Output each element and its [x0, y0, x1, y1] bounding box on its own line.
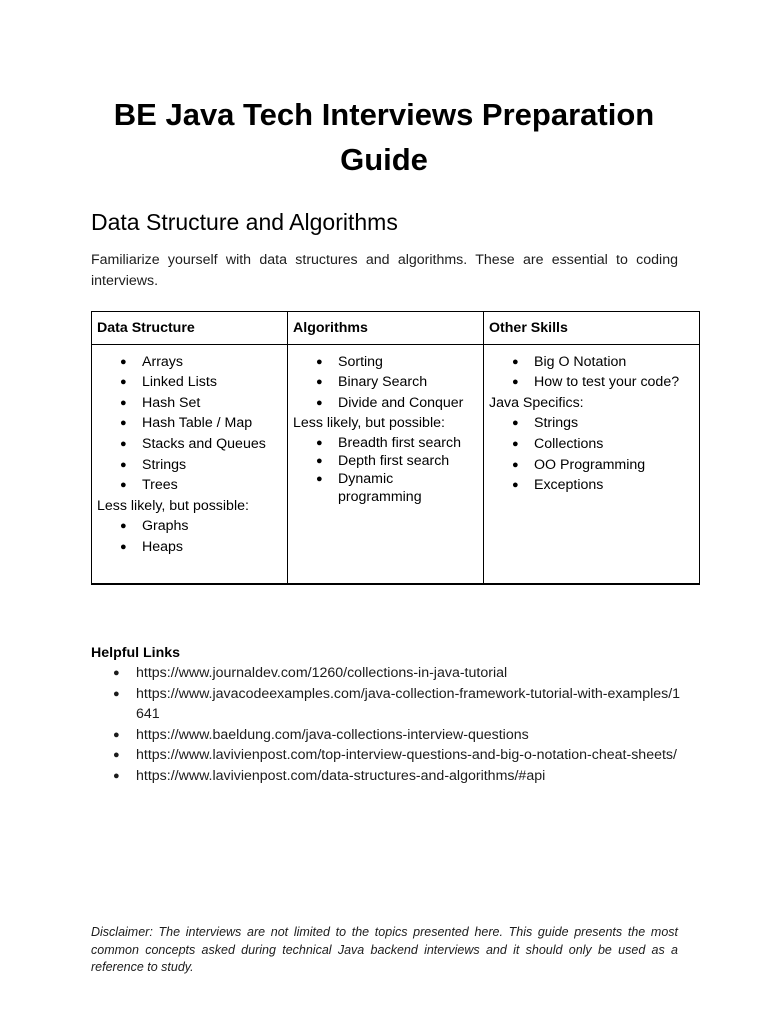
intro-paragraph: Familiarize yourself with data structures and algorithms. These are essential to coding interviews. [91, 252, 678, 289]
less-likely-label: Less likely, but possible: [293, 415, 445, 432]
helpful-links-heading: Helpful Links [91, 645, 181, 661]
list-item: ● Hash Table / Map [97, 413, 282, 434]
list-item: ● How to test your code? [489, 372, 694, 393]
link-item[interactable]: ● https://www.javacodeexamples.com/java-collection-framework-tutorial-with-examples/1641 [91, 684, 681, 725]
table-body-row [92, 344, 700, 584]
java-specifics-list [489, 413, 694, 495]
less-likely-label: Less likely, but possible: [97, 497, 249, 514]
list-item: ● OO Programming [489, 455, 694, 476]
list-item: ● Heaps [97, 537, 282, 558]
list-item: ● Strings [97, 455, 282, 476]
section-heading: Data Structure and Algorithms [91, 209, 398, 235]
list-item: ● Stacks and Queues [97, 434, 282, 455]
link-item[interactable]: ● https://www.baeldung.com/java-collections-interview-questions [91, 725, 681, 746]
helpful-links-list [91, 663, 681, 787]
header-data-structure: Data Structure [92, 312, 288, 345]
list-item: ● Depth first search [293, 452, 478, 470]
list-item: ● Linked Lists [97, 372, 282, 393]
list-item: ● Collections [489, 434, 694, 455]
list-item: ● Binary Search [293, 372, 478, 393]
list-item: ● Arrays [97, 352, 282, 373]
link-item[interactable]: ● https://www.lavivienpost.com/data-structures-and-algorithms/#api [91, 766, 681, 787]
table-header-row [92, 312, 700, 345]
cell-algorithms [288, 344, 484, 584]
topics-table [91, 311, 700, 585]
link-item[interactable]: ● https://www.lavivienpost.com/top-interview-questions-and-big-o-notation-cheat-sheets/ [91, 745, 681, 766]
list-item: ● Dynamic programming [293, 470, 478, 506]
list-item: ● Hash Set [97, 393, 282, 414]
other-skills-list [489, 352, 694, 393]
header-algorithms: Algorithms [288, 312, 484, 345]
cell-other-skills [484, 344, 700, 584]
list-item: ● Breadth first search [293, 434, 478, 452]
data-structure-list [97, 352, 282, 496]
cell-data-structure [92, 344, 288, 584]
data-structure-less-likely-list [97, 516, 282, 557]
java-specifics-label: Java Specifics: [489, 394, 584, 411]
list-item: ● Exceptions [489, 475, 694, 496]
link-item[interactable]: ● https://www.journaldev.com/1260/collections-in-java-tutorial [91, 663, 681, 684]
algorithms-list [293, 352, 478, 414]
algorithms-less-likely-list [293, 434, 478, 506]
list-item: ● Graphs [97, 516, 282, 537]
list-item: ● Sorting [293, 352, 478, 373]
list-item: ● Strings [489, 413, 694, 434]
page-title: BE Java Tech Interviews Preparation Guide [113, 97, 655, 177]
list-item: ● Trees [97, 475, 282, 496]
disclaimer: Disclaimer: The interviews are not limited to the topics presented here. This guide presents the most common concepts asked during technical Java backend interviews and it should only be used as a reference to study. [91, 925, 678, 974]
list-item: ● Big O Notation [489, 352, 694, 373]
header-other-skills: Other Skills [484, 312, 700, 345]
list-item: ● Divide and Conquer [293, 393, 478, 414]
